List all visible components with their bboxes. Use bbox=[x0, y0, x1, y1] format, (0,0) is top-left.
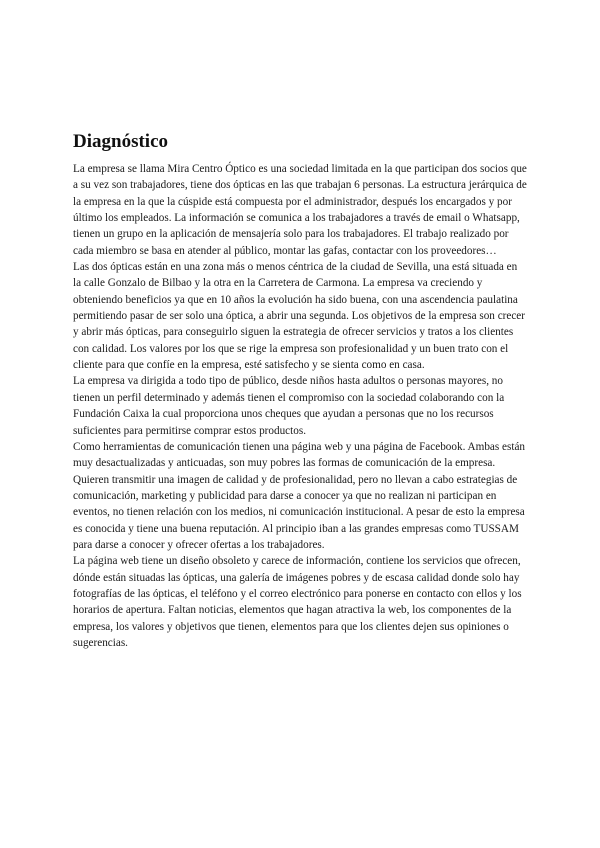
paragraph-communication-tools: Como herramientas de comunicación tienen una página web y una página de Facebook. Ambas están muy desactualizadas y anticuadas, son muy pobres las formas de comunicación de la empresa. Quieren transmitir una imagen de calidad y de profesionalidad, pero no llevan a cabo estrategias de comunicación, marketing y publicidad para darse a conocer ya que no realizan ni participan en eventos, no tienen relación con los medios, ni comunicación institucional. A pesar de esto la empresa es conocida y tiene una buena reputación. Al principio iban a las grandes empresas como TUSSAM para darse a conocer y ofrecer ofertas a los trabajadores. bbox=[73, 440, 526, 551]
paragraph-target-audience: La empresa va dirigida a todo tipo de público, desde niños hasta adultos o personas mayores, no tienen un perfil determinado y además tienen el compromiso con la sociedad colaborando con la Fundación Caixa la cual proporciona unos cheques que ayudan a personas que no los recursos suficientes para permitirse comprar estos productos. bbox=[73, 375, 505, 437]
section-heading: Diagnóstico bbox=[73, 131, 168, 152]
paragraph-location-growth: Las dos ópticas están en una zona más o menos céntrica de la ciudad de Sevilla, una está situada en la calle Gonzalo de Bilbao y la otra en la Carretera de Carmona. La empresa va creciendo y obteniendo beneficios ya que en 10 años la evolución ha sido buena, con una ascendencia paulatina permitiendo pasar de ser solo una óptica, a abrir una segunda. Los objetivos de la empresa son crecer y abrir más ópticas, para conseguirlo siguen la estrategia de ofrecer servicios y tratos a los clientes con calidad. Los valores por los que se rige la empresa son profesionalidad y un buen trato con el cliente para que confíe en la empresa, esté satisfecho y se sienta como en casa. bbox=[73, 261, 526, 372]
paragraph-company-structure: La empresa se llama Mira Centro Óptico es una sociedad limitada en la que participan dos socios que a su vez son trabajadores, tiene dos ópticas en las que trabajan 6 personas. La estructura jerárquica de la empresa en la que la cúspide está compuesta por el administrador, después los encargados y por último los empleados. La información se comunica a los trabajadores a través de email o Whatsapp, tienen un grupo en la aplicación de mensajería solo para los trabajadores. El trabajo realizado por cada miembro se basa en atender al público, montar las gafas, contactar con los proveedores… bbox=[73, 163, 527, 257]
paragraph-website-analysis: La página web tiene un diseño obsoleto y carece de información, contiene los servicios que ofrecen, dónde están situadas las ópticas, una galería de imágenes pobres y de escasa calidad donde solo hay fotografías de las ópticas, el teléfono y el correo electrónico para ponerse en contacto con ellos y los horarios de apertura. Faltan noticias, elementos que hagan atractiva la web, los componentes de la empresa, los valores y objetivos que tienen, elementos para que los clientes dejen sus opiniones o sugerencias. bbox=[73, 555, 522, 649]
document-content bbox=[73, 129, 528, 651]
